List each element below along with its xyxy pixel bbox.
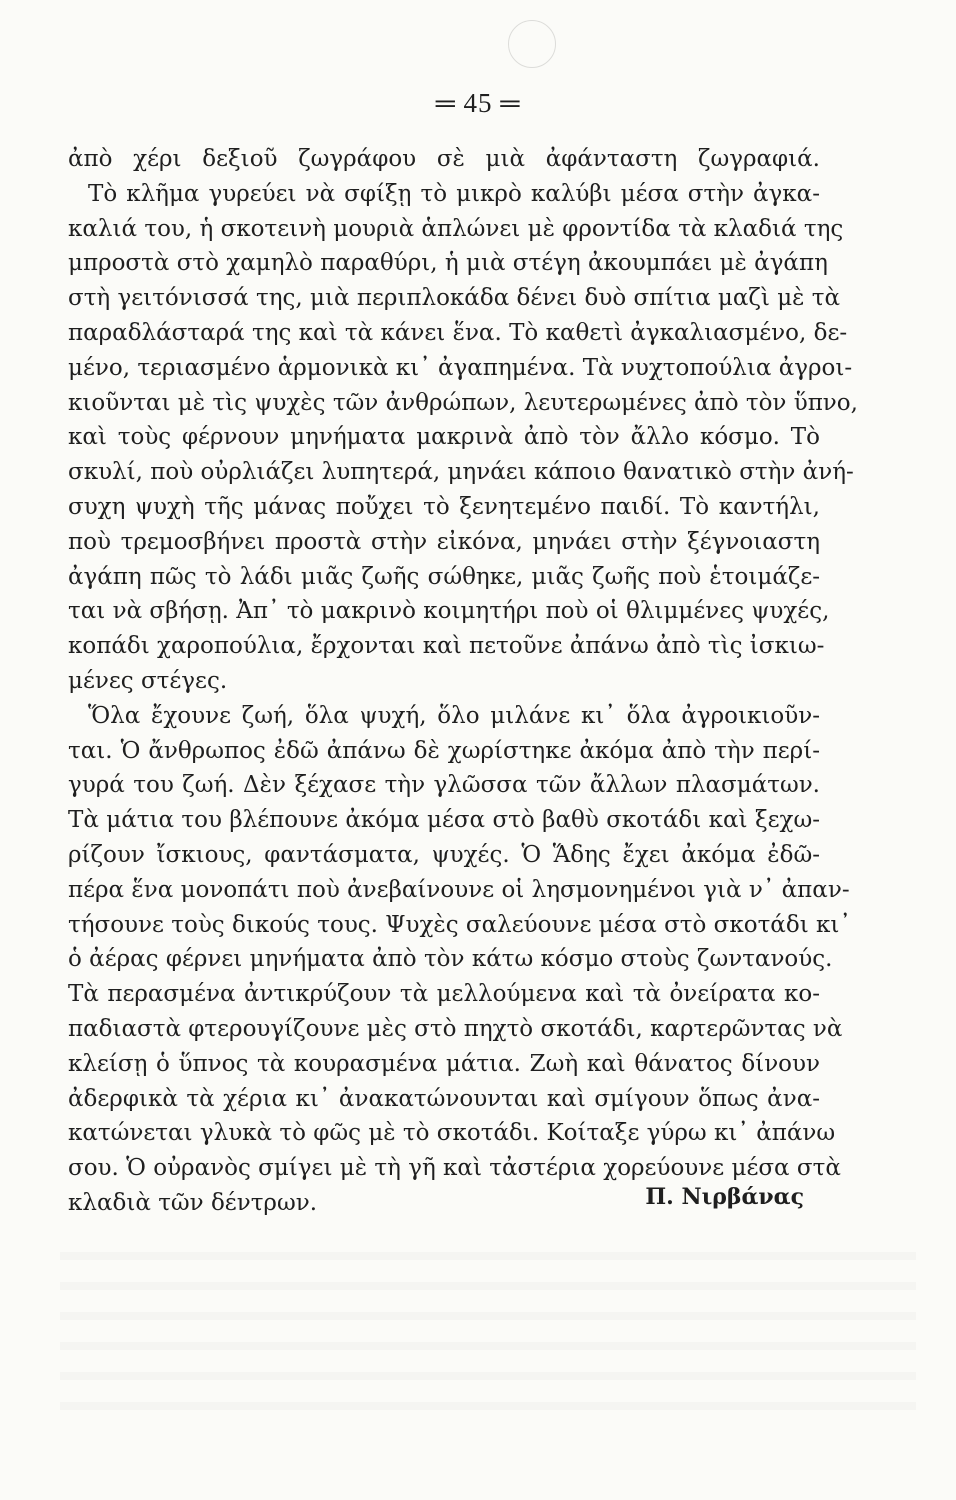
text-line: ρίζουν ἴσκιους, φαντάσματα, ψυχές. Ὁ Ἅδης ἔχει ἀκόμα ἐδῶ- xyxy=(68,841,820,868)
text-line: συχη ψυχὴ τῆς μάνας ποὔχει τὸ ξενητεμένο παιδί. Τὸ καντήλι, xyxy=(68,493,820,520)
text-line: μένο, τεριασμένο ἁρμονικὰ κι᾽ ἀγαπημένα. Τὰ νυχτοπούλια ἀγροι- xyxy=(68,354,853,381)
text-line: ἀδερφικὰ τὰ χέρια κι᾽ ἀνακατώνουνται καὶ σμίγουν ὅπως ἀνα- xyxy=(68,1085,820,1112)
text-line: σου. Ὁ οὐρανὸς σμίγει μὲ τὴ γῆ καὶ τἀστέρια χορεύουνε μέσα στὰ xyxy=(68,1155,841,1182)
text-line: σκυλί, ποὺ οὐρλιάζει λυπητερά, μηνάει κάποιο θανατικὸ στὴν ἀνή- xyxy=(68,459,854,486)
author-signature: Π. Νιρβάνας xyxy=(645,1184,804,1210)
text-line: γυρά του ζωή. Δὲν ξέχασε τὴν γλῶσσα τῶν ἄλλων πλασμάτων. xyxy=(68,772,820,799)
text-line: Τὸ κλῆμα γυρεύει νὰ σφίξῃ τὸ μικρὸ καλύβι μέσα στὴν ἀγκα- xyxy=(88,180,820,207)
text-line: ἀπὸ χέρι δεξιοῦ ζωγράφου σὲ μιὰ ἀφάνταστη ζωγραφιά. xyxy=(68,146,820,172)
text-line: ται. Ὁ ἄνθρωπος ἐδῶ ἀπάνω δὲ χωρίστηκε ἀκόμα ἀπὸ τὴν περί- xyxy=(68,737,820,764)
text-line: ται νὰ σβήσῃ. Ἀπ᾽ τὸ μακρινὸ κοιμητήρι ποὺ οἱ θλιμμένες ψυχές, xyxy=(68,598,830,625)
text-line: κοπάδι χαροπούλια, ἔρχονται καὶ πετοῦνε ἀπάνω ἀπὸ τὶς ἰσκιω- xyxy=(68,633,825,660)
text-line: καλιά του, ἡ σκοτεινὴ μουριὰ ἁπλώνει μὲ φροντίδα τὰ κλαδιά της xyxy=(68,215,844,242)
page-number: ═ 45 ═ xyxy=(435,88,521,118)
text-line: πέρα ἕνα μονοπάτι ποὺ ἀνεβαίνουνε οἱ λησμονημένοι γιὰ ν᾽ ἀπαν- xyxy=(68,876,850,903)
text-line: μπροστὰ στὸ χαμηλὸ παραθύρι, ἡ μιὰ στέγη ἀκουμπάει μὲ ἀγάπη xyxy=(68,250,828,277)
text-line: ὁ ἀέρας φέρνει μηνήματα ἀπὸ τὸν κάτω κόσμο στοὺς ζωντανούς. xyxy=(68,946,833,973)
text-line: ἀγάπη πῶς τὸ λάδι μιᾶς ζωῆς σώθηκε, μιᾶς ζωῆς ποὺ ἑτοιμάζε- xyxy=(68,563,820,590)
text-line: τήσουνε τοὺς δικούς τους. Ψυχὲς σαλεύουνε μέσα στὸ σκοτάδι κι᾽ xyxy=(68,911,851,938)
text-line: μένες στέγες. xyxy=(68,667,228,694)
text-line: παραδλάσταρά της καὶ τὰ κάνει ἕνα. Τὸ καθετὶ ἀγκαλιασμένο, δε- xyxy=(68,319,848,346)
text-line: Τὰ μάτια του βλέπουνε ἀκόμα μέσα στὸ βαθὺ σκοτάδι καὶ ξεχω- xyxy=(68,807,820,834)
text-line: κλαδιὰ τῶν δέντρων. xyxy=(68,1189,318,1216)
text-line: καὶ τοὺς φέρνουν μηνήματα μακρινὰ ἀπὸ τὸν ἄλλο κόσμο. Τὸ xyxy=(68,424,820,451)
body-text xyxy=(68,142,858,1221)
library-stamp xyxy=(508,20,556,68)
text-line: Τὰ περασμένα ἀντικρύζουν τὰ μελλούμενα καὶ τὰ ὀνείρατα κο- xyxy=(68,981,820,1008)
text-line: παδιαστὰ φτερουγίζουνε μὲς στὸ πηχτὸ σκοτάδι, καρτερῶντας νὰ xyxy=(68,1015,843,1042)
text-line: κατώνεται γλυκὰ τὸ φῶς μὲ τὸ σκοτάδι. Κοίταξε γύρω κι᾽ ἀπάνω xyxy=(68,1120,836,1147)
text-line: ποὺ τρεμοσβήνει προστὰ στὴν εἰκόνα, μηνάει στὴν ξέγνοιαστη xyxy=(68,528,820,555)
text-line: κιοῦνται μὲ τὶς ψυχὲς τῶν ἀνθρώπων, λευτερωμένες ἀπὸ τὸν ὕπνο, xyxy=(68,389,858,416)
text-line: Ὅλα ἔχουνε ζωή, ὅλα ψυχή, ὅλο μιλάνε κι᾽ ὅλα ἀγροικιοῦν- xyxy=(88,702,820,729)
text-line: κλείσῃ ὁ ὕπνος τὰ κουρασμένα μάτια. Ζωὴ καὶ θάνατος δίνουν xyxy=(68,1050,820,1077)
text-line: στὴ γειτόνισσά της, μιὰ περιπλοκάδα δένει δυὸ σπίτια μαζὶ μὲ τὰ xyxy=(68,285,841,312)
bleed-through-texture xyxy=(60,1230,916,1430)
